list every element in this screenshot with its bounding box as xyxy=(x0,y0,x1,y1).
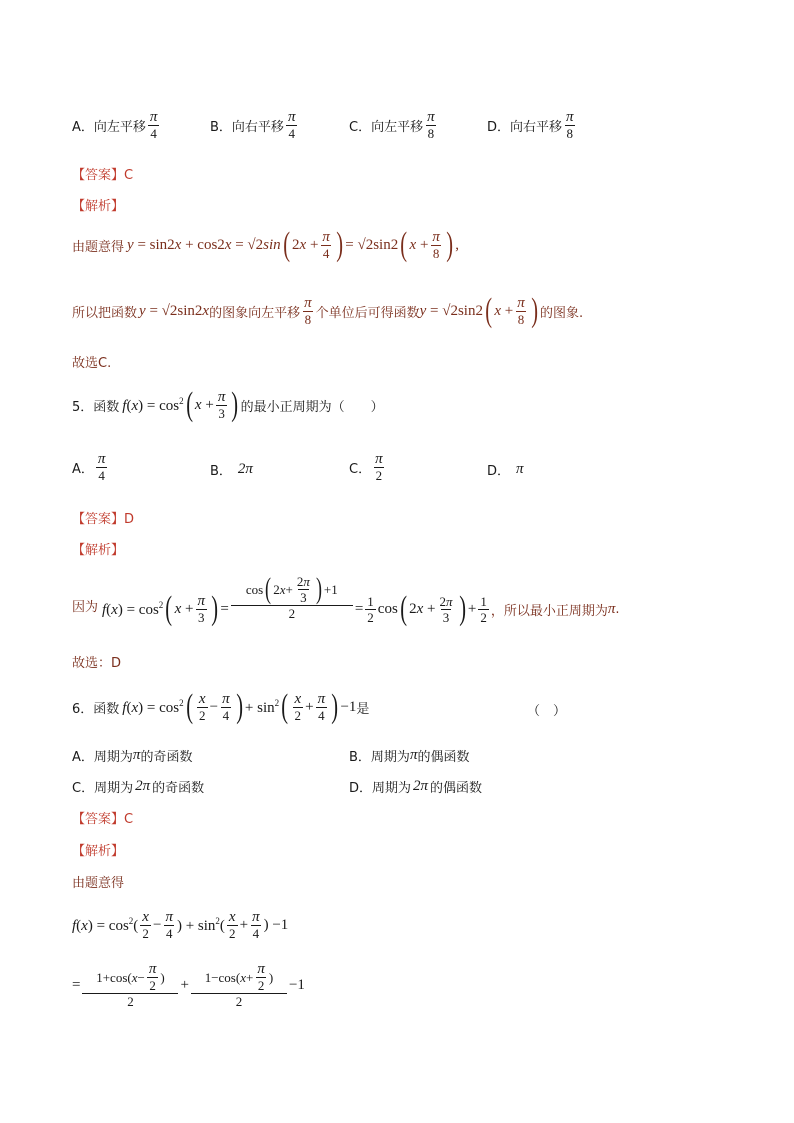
q6-intro: 由题意得 xyxy=(72,876,125,891)
option-text: 周期为 xyxy=(370,750,410,765)
option-text: 周期为 xyxy=(94,781,134,796)
option-text: 的奇函数 xyxy=(140,750,193,765)
stem-suffix: 的最小正周期为（ ） xyxy=(240,399,384,415)
question-number: 6． xyxy=(72,701,94,717)
q5-option-c[interactable] xyxy=(349,452,387,483)
option-text: 向左平移 xyxy=(371,120,424,135)
solution-text: 的图象向左平移 xyxy=(209,305,301,321)
option-letter: C． xyxy=(72,781,95,796)
solution-text: ，所以最小正周期为 xyxy=(490,603,608,619)
q5-stem: 5． 函数 $f(x) = \cos^2$ ( x + $\frac{\pi}{3}$ ) 的最小正周期为（ ） xyxy=(72,386,384,423)
solution-prefix: 所以把函数 xyxy=(72,305,138,321)
answer-value: C xyxy=(124,812,134,827)
answer-value: C xyxy=(124,168,134,183)
q6-option-b[interactable] xyxy=(349,746,469,765)
q5-answer xyxy=(72,508,134,527)
q5-because: 因为 xyxy=(72,600,99,615)
q5-option-b[interactable] xyxy=(210,460,253,479)
solution-suffix: 的图象. xyxy=(540,305,584,321)
option-letter: A． xyxy=(72,462,94,477)
answer-label: 【答案】 xyxy=(72,812,125,827)
option-letter: B． xyxy=(210,120,232,135)
q4-solution-line-1: 由题意得 y = sin2x + cos2x = √2sin ( 2x + $\frac{\pi}{4}$ ) = √2sin2 ( x + $\frac{\pi}{8}$ ) , xyxy=(72,226,460,263)
formula: = sin2x + cos2x = √2sin xyxy=(133,236,281,253)
solution-value: π xyxy=(607,600,616,617)
solution-prefix: 由题意得 xyxy=(72,239,125,255)
q5-option-d[interactable] xyxy=(487,460,524,479)
formula: y = √2sin2 xyxy=(419,302,483,319)
option-value: 2π xyxy=(135,778,151,794)
answer-value: D xyxy=(124,512,135,527)
q4-option-c[interactable] xyxy=(349,110,439,141)
option-letter: B． xyxy=(349,750,371,765)
option-letter: D． xyxy=(487,120,511,135)
q5-analysis-label: 【解析】 xyxy=(72,543,125,558)
option-text: 的偶函数 xyxy=(430,781,483,796)
option-text: 向左平移 xyxy=(93,120,146,135)
option-letter: C． xyxy=(349,120,372,135)
option-text: 向右平移 xyxy=(231,120,284,135)
q6-answer-blank: （ ） xyxy=(527,704,567,719)
q6-solution-line-1: $f(x) = \cos^2$( $\frac{x}{2}$ − $\frac{\pi}{4}$ ) + $\sin^2$( $\frac{x}{2}$ + $\frac{\pi}{4}$ ) −1 xyxy=(72,909,289,941)
option-letter: C． xyxy=(349,462,372,477)
option-fraction: $\frac{\pi}{8}$ xyxy=(427,109,435,141)
option-text: 的奇函数 xyxy=(152,781,205,796)
formula: y xyxy=(127,236,134,253)
formula: $f(x) = \cos^2$ xyxy=(122,395,184,414)
option-fraction: $\frac{\pi}{4}$ xyxy=(149,109,158,141)
q6-analysis-label: 【解析】 xyxy=(72,844,125,859)
q6-option-c[interactable] xyxy=(72,777,204,796)
solution-end: . xyxy=(615,601,620,617)
option-letter: D． xyxy=(349,781,373,796)
option-letter: D． xyxy=(487,464,511,479)
option-fraction: $\frac{\pi}{4}$ xyxy=(97,451,106,483)
option-value: π xyxy=(409,747,418,763)
q4-analysis-label: 【解析】 xyxy=(72,199,125,214)
q5-conclusion: 故选：D xyxy=(72,656,122,671)
q4-conclusion: 故选C. xyxy=(72,356,112,371)
q6-answer xyxy=(72,808,133,827)
q4-option-d[interactable] xyxy=(487,110,578,141)
option-text: 的偶函数 xyxy=(417,750,470,765)
q4-option-b[interactable] xyxy=(210,110,299,141)
option-value: 2π xyxy=(237,461,253,477)
answer-label: 【答案】 xyxy=(72,512,125,527)
q5-option-a[interactable] xyxy=(72,452,109,483)
solution-text: 个单位后可得函数 xyxy=(315,305,420,321)
option-letter: A． xyxy=(72,750,94,765)
option-text: 周期为 xyxy=(93,750,133,765)
q5-solution-formula: $f(x) = \cos^2$ ( x + $\frac{\pi}{3}$ ) = cos ( 2 x + $\frac{2\pi}{3}$ ) +1 2 = $\frac{1}{2}$ cos ( 2x + $\frac{2\pi}{3}$ ) + $\frac{1}{2}$ ，所以最小正周期为 π . xyxy=(102,572,620,627)
q6-option-d[interactable] xyxy=(349,777,482,796)
option-fraction: $\frac{\pi}{8}$ xyxy=(566,109,574,141)
q4-answer xyxy=(72,164,133,183)
option-fraction: $\frac{\pi}{2}$ xyxy=(375,451,383,483)
q6-solution-line-2: = 1+cos( x − $\frac{\pi}{2}$ ) 2 + 1−cos( x + $\frac{\pi}{2}$ ) 2 −1 xyxy=(72,961,305,1009)
option-fraction: $\frac{\pi}{4}$ xyxy=(287,109,296,141)
option-text: 向右平移 xyxy=(510,120,563,135)
q4-solution-line-2: 所以把函数 y = √2sin2x 的图象向左平移 $\frac{\pi}{8}$ 个单位后可得函数 y = √2sin2 ( x + $\frac{\pi}{8}$ ) 的图象. xyxy=(72,292,584,329)
option-value: π xyxy=(516,461,524,477)
stem-prefix: 函数 xyxy=(93,399,120,415)
option-letter: A． xyxy=(72,120,94,135)
answer-label: 【答案】 xyxy=(72,168,125,183)
formula: y = √2sin2x xyxy=(139,302,210,319)
question-number: 5． xyxy=(72,399,94,415)
q6-stem: 6． 函数 $f(x) = \cos^2$ ( $\frac{x}{2}$ − $\frac{\pi}{4}$ ) + $\sin^2$ ( $\frac{x}{2}$ + $\frac{\pi}{4}$ ) −1 是 xyxy=(72,688,370,725)
q6-option-a[interactable] xyxy=(72,746,192,765)
option-value: 2π xyxy=(413,778,429,794)
q4-option-a[interactable] xyxy=(72,110,161,141)
option-letter: B． xyxy=(210,464,232,479)
stem-suffix: 是 xyxy=(356,701,370,717)
stem-prefix: 函数 xyxy=(93,701,120,717)
option-value: π xyxy=(132,747,141,763)
option-text: 周期为 xyxy=(372,781,412,796)
